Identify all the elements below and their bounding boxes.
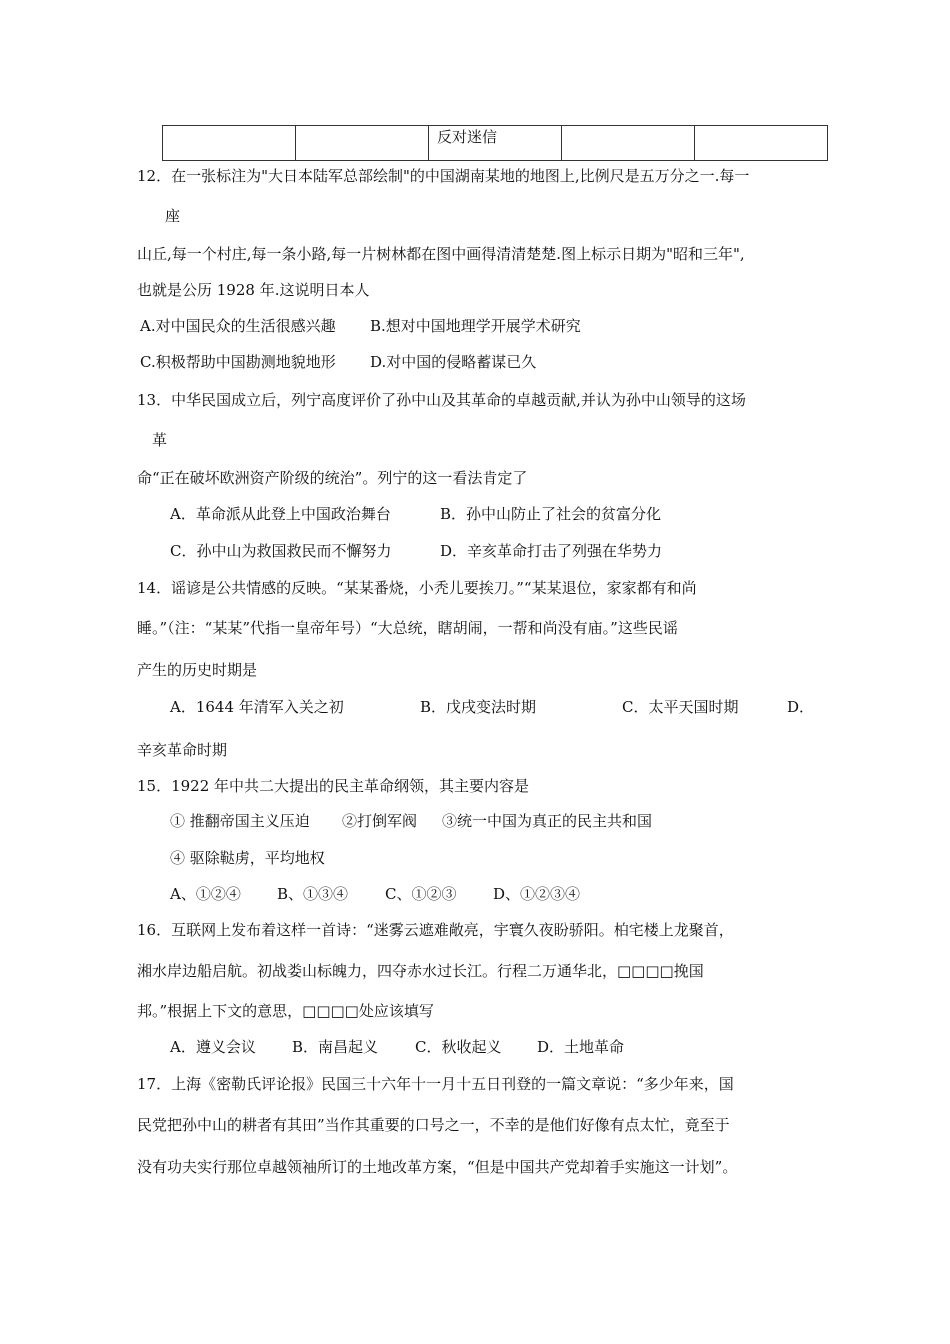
q15-item-2: ②打倒军阀 xyxy=(342,812,418,830)
q13-stem-line1: 13．中华民国成立后，列宁高度评价了孙中山及其革命的卓越贡献,并认为孙中山领导的这场 xyxy=(137,391,746,409)
q17-stem-line2: 民党把孙中山的耕者有其田”当作其重要的口号之一，不幸的是他们好像有点太忙，竟至于 xyxy=(137,1116,730,1134)
q16-stem-line3: 邦。”根据上下文的意思，□□□□处应该填写 xyxy=(137,1002,434,1020)
q15-item-1: ① 推翻帝国主义压迫 xyxy=(170,812,310,830)
table-cell xyxy=(695,126,828,161)
q12-stem-line4: 也就是公历 1928 年.这说明日本人 xyxy=(137,281,370,299)
q16-option-c: C．秋收起义 xyxy=(415,1038,502,1056)
q13-option-d: D．辛亥革命打击了列强在华势力 xyxy=(440,542,663,560)
q12-stem-line1: 12．在一张标注为"大日本陆军总部绘制"的中国湖南某地的地图上,比例尺是五万分之一.每一 xyxy=(137,167,750,185)
q13-stem-line3: 命“正在破坏欧洲资产阶级的统治”。列宁的这一看法肯定了 xyxy=(137,469,528,487)
q15-option-b: B、①③④ xyxy=(277,885,349,903)
q17-stem-line3: 没有功夫实行那位卓越领袖所订的土地改革方案，“但是中国共产党却着手实施这一计划”。 xyxy=(137,1158,738,1176)
q12-option-d: D.对中国的侵略蓄谋已久 xyxy=(370,353,537,371)
q16-stem-line2: 湘水岸边船启航。初战娄山标魄力，四夺赤水过长江。行程二万通华北，□□□□挽国 xyxy=(137,962,704,980)
table-cell xyxy=(562,126,695,161)
q13-option-c: C．孙中山为救国救民而不懈努力 xyxy=(170,542,392,560)
table-cell xyxy=(163,126,296,161)
q13-option-b: B．孙中山防止了社会的贫富分化 xyxy=(440,505,662,523)
q16-option-a: A．遵义会议 xyxy=(170,1038,256,1056)
q14-option-d-label: D． xyxy=(787,698,815,716)
q14-stem-line3: 产生的历史时期是 xyxy=(137,661,258,679)
q12-option-a: A.对中国民众的生活很感兴趣 xyxy=(140,317,336,335)
q16-stem-line1: 16．互联网上发布着这样一首诗：“迷雾云遮难敞亮，宇寰久夜盼骄阳。柏宅楼上龙聚首， xyxy=(137,921,734,939)
q12-stem-line3: 山丘,每一个村庄,每一条小路,每一片树林都在图中画得清清楚楚.图上标示日期为"昭和三年", xyxy=(137,245,745,263)
q16-option-d: D．土地革命 xyxy=(537,1038,625,1056)
q12-stem-line2: 座 xyxy=(165,207,181,225)
q14-option-d-text: 辛亥革命时期 xyxy=(137,741,228,759)
q14-option-a: A．1644 年清军入关之初 xyxy=(170,698,344,716)
q17-stem-line1: 17．上海《密勒氏评论报》民国三十六年十一月十五日刊登的一篇文章说：“多少年来，国 xyxy=(137,1075,734,1093)
q14-option-b: B．戊戌变法时期 xyxy=(420,698,537,716)
q12-option-c: C.积极帮助中国勘测地貌地形 xyxy=(140,353,336,371)
q16-option-b: B．南昌起义 xyxy=(292,1038,379,1056)
q12-option-b: B.想对中国地理学开展学术研究 xyxy=(370,317,581,335)
table-row xyxy=(163,126,828,161)
q15-option-c: C、①②③ xyxy=(385,885,457,903)
q14-stem-line1: 14．谣谚是公共情感的反映。“某某番烧，小秃儿要挨刀。”“某某退位，家家都有和尚 xyxy=(137,579,697,597)
q15-stem-line1: 15．1922 年中共二大提出的民主革命纲领，其主要内容是 xyxy=(137,777,530,795)
q13-stem-line2: 革 xyxy=(152,431,168,449)
table-cell: 反对迷信 xyxy=(429,126,562,161)
q14-option-c: C．太平天国时期 xyxy=(622,698,739,716)
q15-option-d: D、①②③④ xyxy=(493,885,581,903)
q15-option-a: A、①②④ xyxy=(170,885,241,903)
answer-table xyxy=(162,125,828,161)
q13-option-a: A．革命派从此登上中国政治舞台 xyxy=(170,505,391,523)
q14-stem-line2: 睡。”（注：“某某”代指一皇帝年号）“大总统，瞎胡闹，一帮和尚没有庙。”这些民谣 xyxy=(137,619,678,637)
table-cell xyxy=(296,126,429,161)
q15-item-4: ④ 驱除鞑虏，平均地权 xyxy=(170,849,325,867)
q15-item-3: ③统一中国为真正的民主共和国 xyxy=(442,812,653,830)
